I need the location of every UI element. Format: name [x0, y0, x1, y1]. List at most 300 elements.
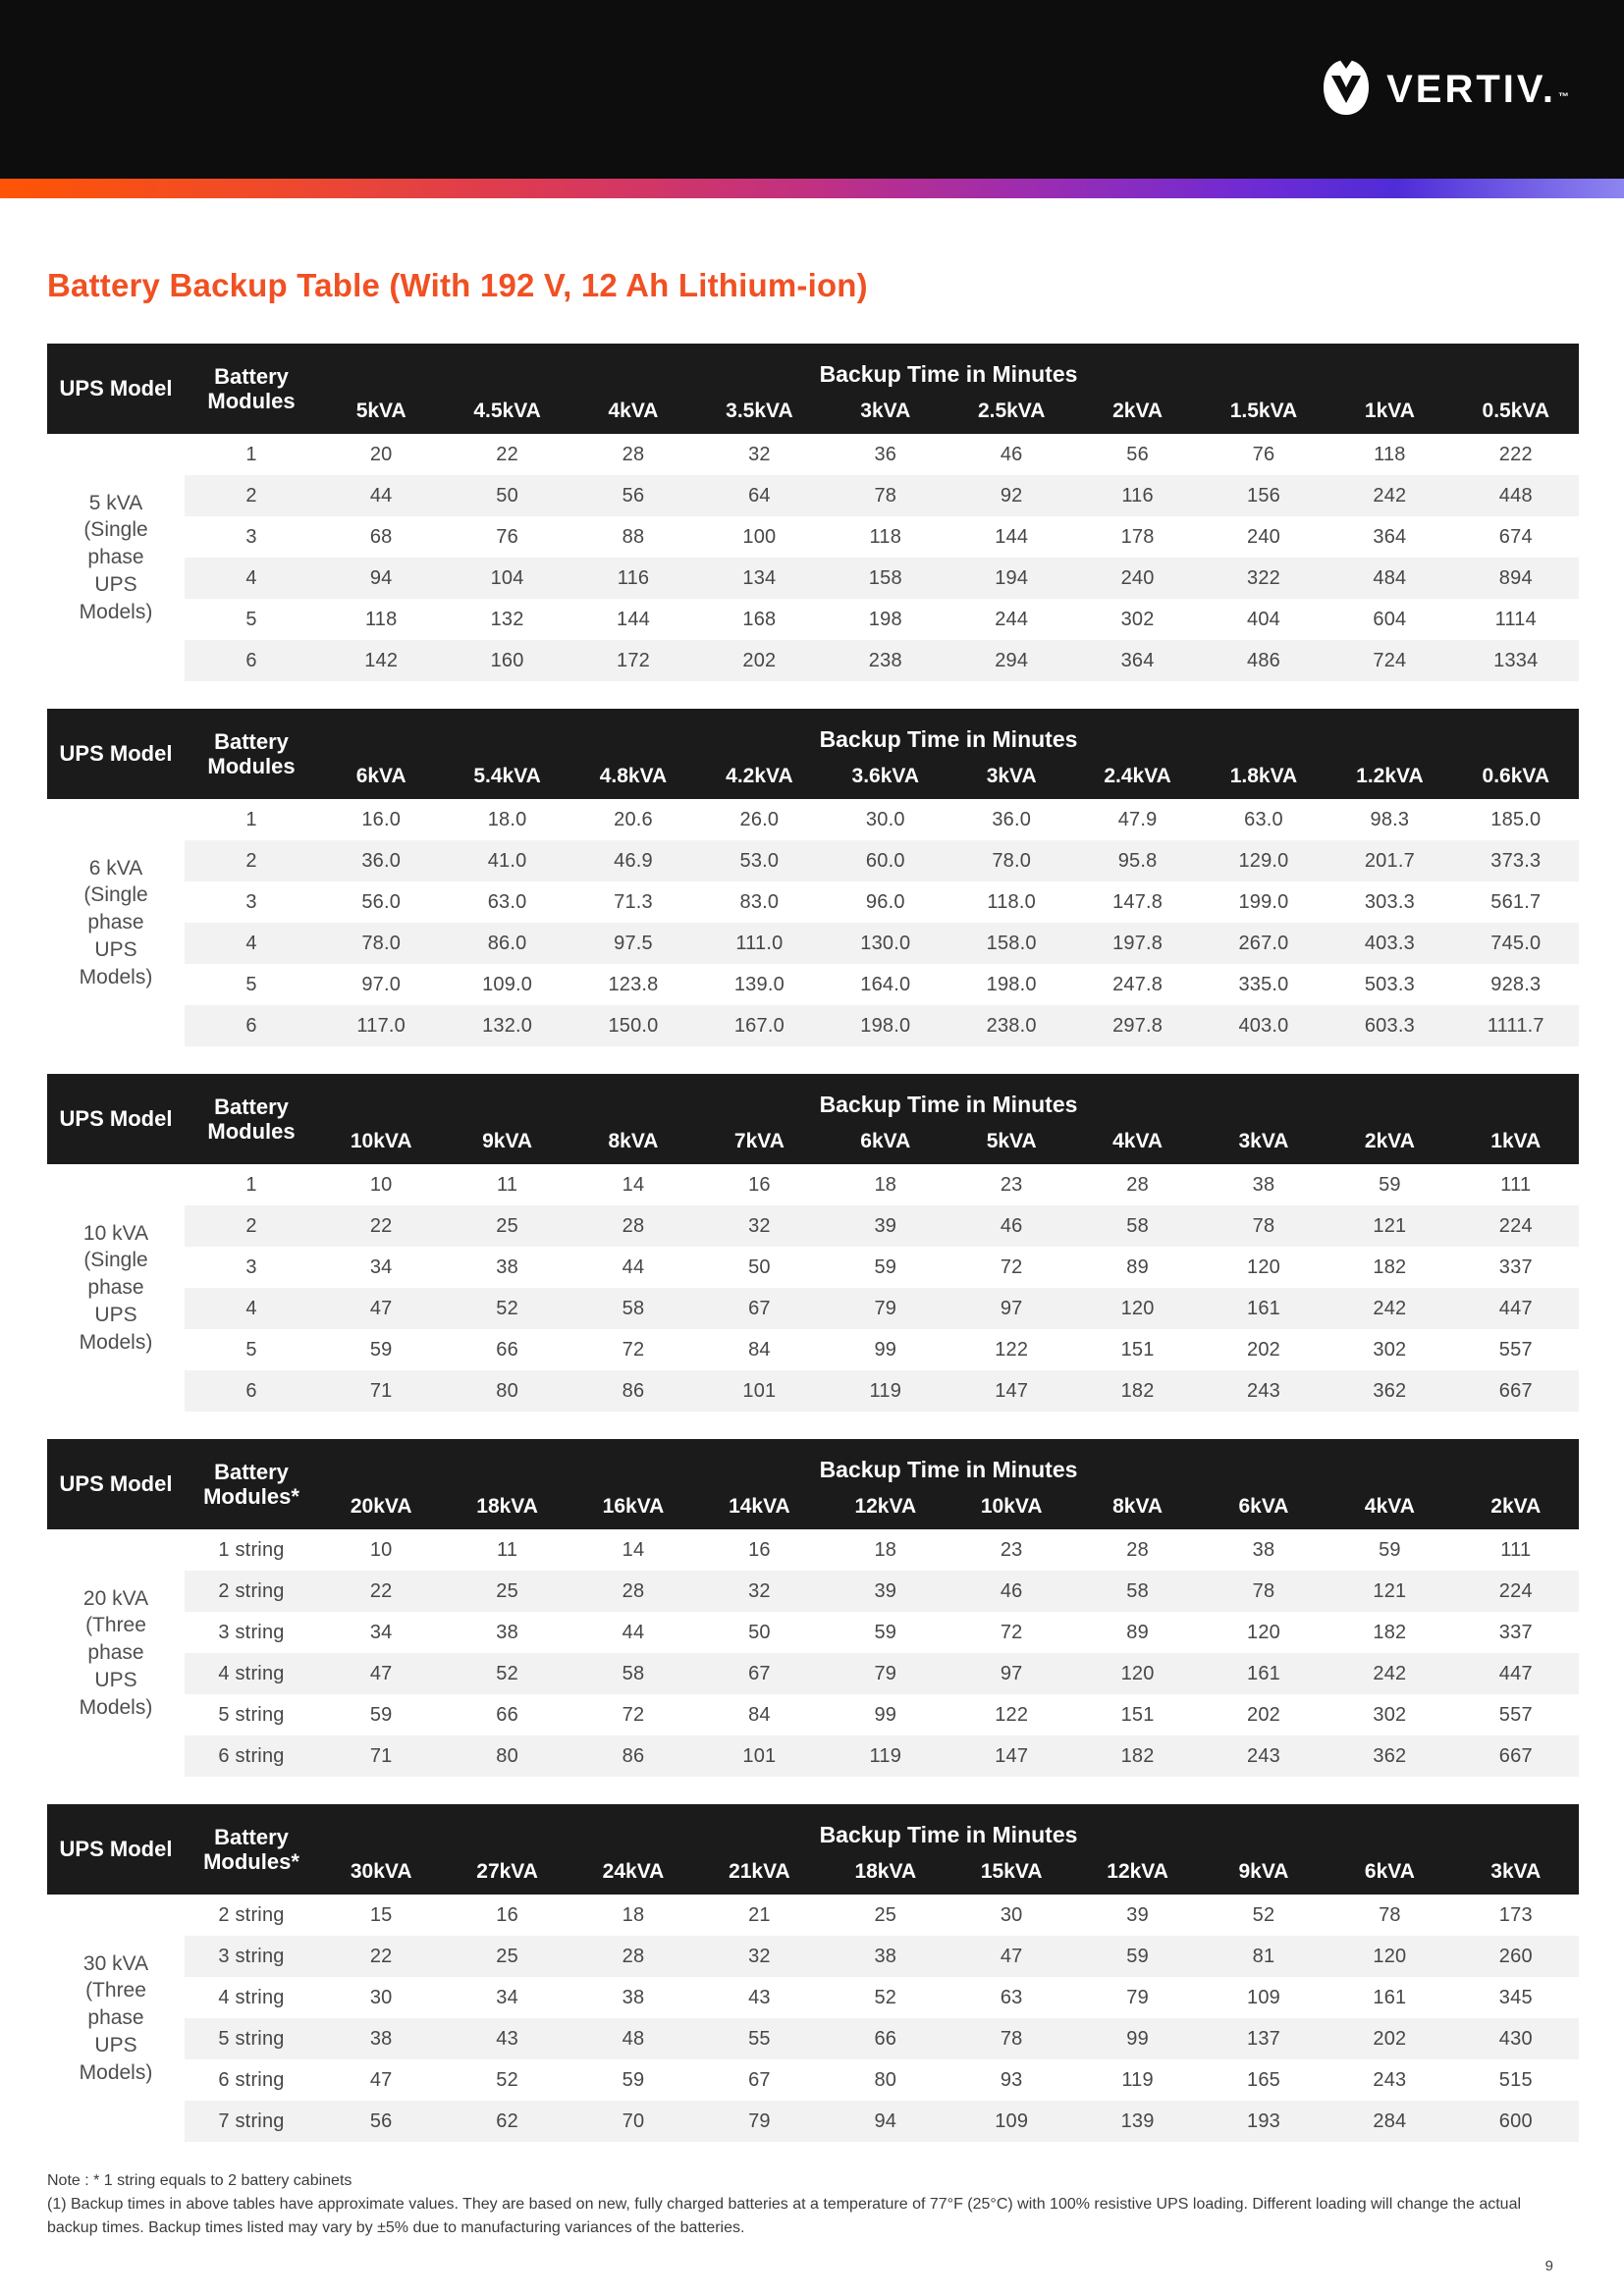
- backup-time-cell: 16: [748, 1173, 771, 1196]
- backup-time-cell: 1111.7: [1487, 1014, 1544, 1037]
- table-row: [185, 1735, 1579, 1777]
- kva-column-header: 2kVA: [1112, 400, 1164, 422]
- table-body: [47, 1529, 1579, 1777]
- backup-time-cell: 72: [622, 1703, 645, 1726]
- table-row: [185, 1247, 1579, 1288]
- table-row: [185, 558, 1579, 599]
- backup-time-cell: 63: [1000, 1986, 1023, 2008]
- backup-time-cell: 194: [995, 566, 1029, 589]
- backup-time-cell: 11: [497, 1538, 518, 1561]
- backup-time-cell: 28: [622, 443, 645, 465]
- backup-time-cell: 97: [1000, 1662, 1023, 1684]
- kva-column-header: 7kVA: [733, 1130, 785, 1152]
- table-row: [185, 881, 1579, 923]
- backup-time-cell: 158: [868, 566, 902, 589]
- battery-modules-cell: 3 string: [218, 1621, 285, 1643]
- backup-time-cell: 53.0: [739, 849, 780, 872]
- backup-time-cell: 16: [748, 1538, 771, 1561]
- top-header-band: [0, 0, 1624, 179]
- backup-time-cell: 132.0: [482, 1014, 533, 1037]
- table-row: [185, 475, 1579, 516]
- table-rows: [185, 1895, 1579, 2142]
- backup-time-cell: 198.0: [986, 973, 1037, 995]
- kva-column-header: 2.4kVA: [1104, 765, 1171, 787]
- backup-time-cell: 72: [622, 1338, 645, 1361]
- table-rows: [185, 799, 1579, 1046]
- backup-time-cell: 364: [1120, 649, 1155, 671]
- backup-time-cell: 97: [1000, 1297, 1023, 1319]
- backup-time-cell: 134: [742, 566, 777, 589]
- backup-time-group-header: Backup Time in Minutes: [819, 1456, 1078, 1482]
- backup-time-cell: 297.8: [1112, 1014, 1164, 1037]
- backup-time-cell: 83.0: [739, 890, 780, 913]
- table-row: [185, 1205, 1579, 1247]
- backup-time-cell: 447: [1498, 1297, 1533, 1319]
- backup-time-cell: 32: [748, 1214, 771, 1237]
- kva-column-header: 5kVA: [986, 1130, 1037, 1152]
- backup-time-cell: 202: [1373, 2027, 1407, 2050]
- page-number: 9: [1544, 2258, 1553, 2274]
- battery-modules-cell: 3 string: [218, 1945, 285, 1967]
- backup-time-cell: 79: [874, 1297, 897, 1319]
- kva-column-header: 2kVA: [1490, 1495, 1542, 1518]
- backup-time-cell: 36.0: [992, 808, 1032, 830]
- backup-time-cell: 165: [1247, 2068, 1280, 2091]
- battery-modules-cell: 3: [245, 525, 257, 548]
- kva-column-header: 21kVA: [729, 1860, 790, 1883]
- ups-model-header: UPS Model: [59, 1837, 173, 1862]
- table-body: [47, 1164, 1579, 1412]
- backup-time-cell: 59: [622, 2068, 645, 2091]
- backup-time-group-header: Backup Time in Minutes: [819, 1821, 1078, 1847]
- backup-time-cell: 22: [369, 1579, 393, 1602]
- backup-time-cell: 373.3: [1490, 849, 1542, 872]
- backup-time-cell: 28: [1126, 1538, 1149, 1561]
- ups-model-header: UPS Model: [59, 741, 173, 767]
- backup-time-cell: 132: [490, 608, 524, 630]
- backup-time-cell: 147: [995, 1744, 1029, 1767]
- battery-modules-cell: 2 string: [218, 1903, 285, 1926]
- table-row: [185, 840, 1579, 881]
- backup-time-cell: 201.7: [1364, 849, 1415, 872]
- backup-time-cell: 603.3: [1364, 1014, 1415, 1037]
- backup-time-cell: 119: [869, 1379, 902, 1402]
- backup-time-cell: 76: [496, 525, 518, 548]
- kva-column-header: 5kVA: [355, 400, 406, 422]
- kva-column-header: 9kVA: [482, 1130, 533, 1152]
- battery-modules-cell: 5: [245, 973, 257, 995]
- backup-time-cell: 98.3: [1370, 808, 1410, 830]
- backup-time-cell: 67: [748, 2068, 771, 2091]
- table-header: [47, 1074, 1579, 1164]
- backup-time-cell: 79: [1126, 1986, 1149, 2008]
- backup-time-cell: 303.3: [1364, 890, 1415, 913]
- backup-time-cell: 59: [874, 1621, 897, 1643]
- backup-time-cell: 667: [1498, 1379, 1533, 1402]
- kva-column-header: 9kVA: [1238, 1860, 1289, 1883]
- kva-column-header: 2.5kVA: [977, 400, 1046, 422]
- backup-time-cell: 745.0: [1490, 932, 1542, 954]
- table-row: [185, 1571, 1579, 1612]
- backup-time-cell: 240: [1120, 566, 1155, 589]
- backup-time-cell: 120: [1373, 1945, 1407, 1967]
- backup-time-cell: 99: [874, 1338, 897, 1361]
- backup-time-cell: 116: [1121, 484, 1154, 507]
- backup-time-cell: 345: [1498, 1986, 1533, 2008]
- backup-time-cell: 41.0: [487, 849, 527, 872]
- kva-column-header: 20kVA: [350, 1495, 412, 1518]
- table-row: [185, 2059, 1579, 2101]
- backup-time-cell: 39: [1126, 1903, 1149, 1926]
- kva-column-header: 2kVA: [1364, 1130, 1415, 1152]
- backup-time-cell: 193: [1247, 2109, 1280, 2132]
- backup-time-cell: 202: [742, 649, 777, 671]
- backup-time-cell: 59: [874, 1255, 897, 1278]
- battery-modules-cell: 1 string: [218, 1538, 285, 1561]
- backup-time-cell: 70: [622, 2109, 645, 2132]
- backup-time-cell: 47: [369, 1662, 393, 1684]
- backup-time-cell: 119: [869, 1744, 902, 1767]
- backup-time-cell: 173: [1498, 1903, 1533, 1926]
- backup-table: [47, 1439, 1579, 1777]
- backup-time-cell: 151: [1120, 1703, 1155, 1726]
- backup-time-cell: 123.8: [608, 973, 659, 995]
- backup-time-cell: 56: [369, 2109, 393, 2132]
- table-body: [47, 1895, 1579, 2142]
- kva-column-header: 3kVA: [1238, 1130, 1289, 1152]
- backup-time-cell: 302: [1120, 608, 1155, 630]
- backup-time-cell: 39: [874, 1579, 897, 1602]
- backup-time-cell: 111: [1500, 1538, 1532, 1561]
- backup-time-cell: 22: [369, 1945, 393, 1967]
- backup-time-cell: 10: [369, 1538, 393, 1561]
- page-title: Battery Backup Table (With 192 V, 12 Ah Lithium-ion): [47, 267, 868, 303]
- backup-time-cell: 600: [1498, 2109, 1533, 2132]
- battery-modules-cell: 2: [245, 484, 257, 507]
- table-row: [185, 1288, 1579, 1329]
- backup-time-cell: 25: [496, 1214, 518, 1237]
- table-row: [185, 599, 1579, 640]
- backup-time-cell: 71: [369, 1744, 393, 1767]
- backup-time-cell: 364: [1373, 525, 1407, 548]
- backup-time-cell: 52: [1252, 1903, 1275, 1926]
- backup-time-cell: 99: [1126, 2027, 1149, 2050]
- backup-time-cell: 182: [1373, 1255, 1407, 1278]
- backup-time-cell: 23: [1000, 1173, 1023, 1196]
- kva-column-header: 12kVA: [854, 1495, 917, 1518]
- ups-model-cell: 10 kVA (Single phase UPS Models): [79, 1221, 153, 1354]
- backup-time-cell: 121: [1373, 1214, 1407, 1237]
- backup-time-cell: 78.0: [361, 932, 402, 954]
- backup-time-cell: 43: [748, 1986, 771, 2008]
- battery-modules-cell: 4 string: [218, 1986, 285, 2008]
- backup-time-cell: 403.3: [1364, 932, 1415, 954]
- backup-time-cell: 10: [369, 1173, 393, 1196]
- backup-time-cell: 109: [995, 2109, 1029, 2132]
- kva-column-header: 4.2kVA: [726, 765, 793, 787]
- kva-column-header: 8kVA: [608, 1130, 659, 1152]
- table-row: [185, 1694, 1579, 1735]
- backup-time-cell: 93: [1000, 2068, 1023, 2091]
- backup-time-cell: 38: [1252, 1538, 1275, 1561]
- backup-time-cell: 224: [1498, 1579, 1533, 1602]
- backup-time-cell: 25: [496, 1945, 518, 1967]
- table-header: [47, 1804, 1579, 1895]
- backup-time-cell: 244: [995, 608, 1029, 630]
- battery-modules-cell: 4: [245, 932, 257, 954]
- kva-column-header: 8kVA: [1112, 1495, 1164, 1518]
- backup-time-cell: 23: [1000, 1538, 1023, 1561]
- backup-time-cell: 147: [995, 1379, 1029, 1402]
- backup-time-group-header: Backup Time in Minutes: [819, 1091, 1078, 1117]
- backup-time-cell: 15: [369, 1903, 393, 1926]
- backup-time-cell: 240: [1247, 525, 1280, 548]
- backup-time-cell: 557: [1498, 1703, 1533, 1726]
- kva-column-header: 1.5kVA: [1229, 400, 1298, 422]
- table-row: [185, 799, 1579, 840]
- backup-table: [47, 709, 1579, 1046]
- kva-column-header: 6kVA: [1238, 1495, 1289, 1518]
- table-row: [185, 1529, 1579, 1571]
- kva-column-header: 18kVA: [854, 1860, 917, 1883]
- table-row: [185, 1164, 1579, 1205]
- table-row: [185, 516, 1579, 558]
- backup-time-cell: 38: [1252, 1173, 1275, 1196]
- backup-time-cell: 38: [874, 1945, 897, 1967]
- backup-time-cell: 55: [748, 2027, 771, 2050]
- backup-time-cell: 18: [874, 1538, 897, 1561]
- backup-time-cell: 67: [748, 1662, 771, 1684]
- backup-time-cell: 242: [1373, 1297, 1407, 1319]
- backup-time-cell: 25: [874, 1903, 897, 1926]
- ups-model-header: UPS Model: [59, 1471, 173, 1497]
- backup-time-cell: 224: [1498, 1214, 1533, 1237]
- backup-time-cell: 67: [748, 1297, 771, 1319]
- backup-time-cell: 109: [1247, 1986, 1280, 2008]
- backup-time-cell: 94: [874, 2109, 897, 2132]
- kva-column-header: 1kVA: [1490, 1130, 1542, 1152]
- backup-time-cell: 50: [496, 484, 518, 507]
- backup-time-cell: 52: [496, 2068, 518, 2091]
- table-rows: [185, 1164, 1579, 1412]
- kva-column-header: 4.5kVA: [473, 400, 541, 422]
- battery-modules-cell: 2: [245, 1214, 257, 1237]
- backup-time-cell: 72: [1000, 1621, 1023, 1643]
- backup-time-cell: 430: [1498, 2027, 1533, 2050]
- backup-time-cell: 404: [1247, 608, 1280, 630]
- backup-time-cell: 118.0: [987, 890, 1036, 913]
- kva-column-header: 24kVA: [602, 1860, 665, 1883]
- backup-time-cell: 76: [1252, 443, 1275, 465]
- backup-time-cell: 119: [1121, 2068, 1154, 2091]
- backup-time-cell: 14: [622, 1173, 645, 1196]
- backup-time-cell: 32: [748, 443, 771, 465]
- backup-time-cell: 59: [1379, 1538, 1401, 1561]
- kva-column-header: 27kVA: [476, 1860, 538, 1883]
- backup-time-cell: 78: [1252, 1214, 1275, 1237]
- backup-time-cell: 79: [748, 2109, 771, 2132]
- table-row: [185, 2101, 1579, 2142]
- backup-time-cell: 172: [617, 649, 650, 671]
- backup-time-cell: 139: [1120, 2109, 1155, 2132]
- battery-modules-cell: 7 string: [218, 2109, 285, 2132]
- battery-modules-cell: 5 string: [218, 2027, 285, 2050]
- backup-time-cell: 202: [1247, 1338, 1280, 1361]
- backup-time-cell: 44: [622, 1255, 645, 1278]
- backup-time-cell: 30: [369, 1986, 393, 2008]
- backup-time-cell: 147.8: [1112, 890, 1164, 913]
- backup-time-cell: 109.0: [482, 973, 533, 995]
- backup-time-cell: 78: [1252, 1579, 1275, 1602]
- backup-time-cell: 46.9: [614, 849, 653, 872]
- backup-time-cell: 99: [874, 1703, 897, 1726]
- table-row: [185, 1612, 1579, 1653]
- table-row: [185, 1370, 1579, 1412]
- backup-time-cell: 178: [1120, 525, 1155, 548]
- backup-time-cell: 47: [369, 1297, 393, 1319]
- battery-modules-cell: 1: [245, 443, 257, 465]
- backup-time-cell: 66: [496, 1703, 518, 1726]
- backup-time-cell: 503.3: [1364, 973, 1415, 995]
- backup-time-cell: 18: [874, 1173, 897, 1196]
- backup-time-group-header: Backup Time in Minutes: [819, 360, 1078, 387]
- battery-modules-cell: 6: [245, 1379, 257, 1402]
- backup-time-cell: 198.0: [860, 1014, 911, 1037]
- kva-column-header: 4kVA: [1364, 1495, 1415, 1518]
- battery-modules-cell: 2: [245, 849, 257, 872]
- backup-time-cell: 96.0: [865, 890, 905, 913]
- battery-modules-cell: 4: [245, 566, 257, 589]
- backup-time-cell: 56.0: [361, 890, 402, 913]
- backup-time-cell: 80: [496, 1744, 518, 1767]
- kva-column-header: 3.5kVA: [726, 400, 793, 422]
- backup-time-cell: 121: [1373, 1579, 1407, 1602]
- backup-time-cell: 243: [1247, 1744, 1280, 1767]
- backup-time-cell: 26.0: [739, 808, 780, 830]
- battery-modules-cell: 5: [245, 608, 257, 630]
- backup-time-cell: 30: [1000, 1903, 1023, 1926]
- kva-column-header: 1.8kVA: [1229, 765, 1298, 787]
- backup-time-cell: 130.0: [860, 932, 911, 954]
- ups-model-cell: 30 kVA (Three phase UPS Models): [79, 1951, 153, 2084]
- backup-time-cell: 242: [1373, 1662, 1407, 1684]
- backup-time-cell: 1114: [1494, 608, 1537, 630]
- footnotes: [47, 2169, 1555, 2240]
- backup-time-cell: 362: [1373, 1379, 1407, 1402]
- trademark-symbol: ™: [1558, 91, 1569, 103]
- backup-tables-container: [0, 344, 1624, 2142]
- table-header: [47, 344, 1579, 434]
- backup-time-cell: 97.0: [361, 973, 402, 995]
- backup-time-cell: 202: [1247, 1703, 1280, 1726]
- brand-gradient-bar: [0, 179, 1624, 198]
- backup-time-cell: 47: [369, 2068, 393, 2091]
- backup-time-cell: 43: [496, 2027, 518, 2050]
- backup-time-cell: 34: [496, 1986, 518, 2008]
- backup-time-cell: 337: [1498, 1255, 1533, 1278]
- vertiv-logo: [1320, 59, 1569, 121]
- kva-column-header: 3kVA: [1490, 1860, 1542, 1883]
- battery-modules-header: Battery Modules*: [203, 1824, 299, 1874]
- battery-modules-cell: 1: [245, 808, 257, 830]
- backup-time-cell: 52: [496, 1297, 518, 1319]
- backup-time-cell: 222: [1498, 443, 1533, 465]
- battery-modules-header: Battery Modules: [207, 728, 296, 778]
- kva-column-header: 1.2kVA: [1356, 765, 1424, 787]
- backup-time-cell: 129.0: [1238, 849, 1289, 872]
- backup-time-cell: 78.0: [992, 849, 1032, 872]
- backup-time-cell: 168: [742, 608, 777, 630]
- backup-time-cell: 46: [1000, 1579, 1023, 1602]
- ups-model-header: UPS Model: [59, 376, 173, 401]
- backup-time-cell: 247.8: [1112, 973, 1164, 995]
- backup-time-cell: 486: [1247, 649, 1280, 671]
- table-body: [47, 799, 1579, 1046]
- backup-time-cell: 44: [369, 484, 393, 507]
- backup-time-cell: 101: [742, 1744, 777, 1767]
- backup-time-cell: 1334: [1493, 649, 1539, 671]
- backup-time-cell: 58: [622, 1662, 645, 1684]
- backup-time-cell: 362: [1373, 1744, 1407, 1767]
- backup-time-cell: 198: [868, 608, 902, 630]
- backup-time-cell: 58: [622, 1297, 645, 1319]
- backup-time-cell: 32: [748, 1579, 771, 1602]
- backup-time-cell: 337: [1498, 1621, 1533, 1643]
- backup-time-cell: 28: [622, 1214, 645, 1237]
- kva-column-header: 10kVA: [350, 1130, 412, 1152]
- backup-time-cell: 81: [1252, 1945, 1275, 1967]
- backup-time-cell: 100: [742, 525, 777, 548]
- backup-time-cell: 59: [1379, 1173, 1401, 1196]
- kva-column-header: 1kVA: [1364, 400, 1415, 422]
- backup-time-cell: 557: [1498, 1338, 1533, 1361]
- backup-time-cell: 38: [496, 1621, 518, 1643]
- backup-time-cell: 78: [1379, 1903, 1401, 1926]
- backup-time-cell: 118: [869, 525, 902, 548]
- backup-time-cell: 120: [1247, 1621, 1280, 1643]
- backup-time-cell: 38: [622, 1986, 645, 2008]
- brand-wordmark: VERTIV.: [1386, 67, 1556, 111]
- kva-column-header: 16kVA: [602, 1495, 665, 1518]
- battery-modules-cell: 3: [245, 890, 257, 913]
- backup-time-cell: 18: [622, 1903, 645, 1926]
- backup-time-cell: 97.5: [614, 932, 653, 954]
- backup-time-cell: 120: [1120, 1662, 1155, 1684]
- backup-time-cell: 448: [1498, 484, 1533, 507]
- backup-time-cell: 144: [617, 608, 650, 630]
- battery-modules-header: Battery Modules: [207, 1094, 296, 1144]
- backup-time-cell: 111.0: [735, 932, 784, 954]
- backup-time-cell: 674: [1498, 525, 1533, 548]
- backup-time-cell: 161: [1247, 1662, 1280, 1684]
- battery-modules-cell: 4 string: [218, 1662, 285, 1684]
- kva-column-header: 12kVA: [1107, 1860, 1168, 1883]
- backup-time-cell: 161: [1373, 1986, 1407, 2008]
- backup-time-cell: 18.0: [487, 808, 527, 830]
- backup-time-cell: 46: [1000, 443, 1023, 465]
- table-row: [185, 1329, 1579, 1370]
- backup-time-cell: 185.0: [1490, 808, 1542, 830]
- kva-column-header: 3kVA: [860, 400, 911, 422]
- battery-modules-header: Battery Modules*: [203, 1459, 299, 1509]
- table-row: [185, 2018, 1579, 2059]
- backup-time-cell: 36.0: [361, 849, 402, 872]
- backup-time-cell: 182: [1120, 1744, 1155, 1767]
- backup-time-cell: 89: [1126, 1255, 1149, 1278]
- backup-time-cell: 86.0: [487, 932, 527, 954]
- kva-column-header: 14kVA: [729, 1495, 790, 1518]
- backup-time-cell: 47: [1000, 1945, 1023, 1967]
